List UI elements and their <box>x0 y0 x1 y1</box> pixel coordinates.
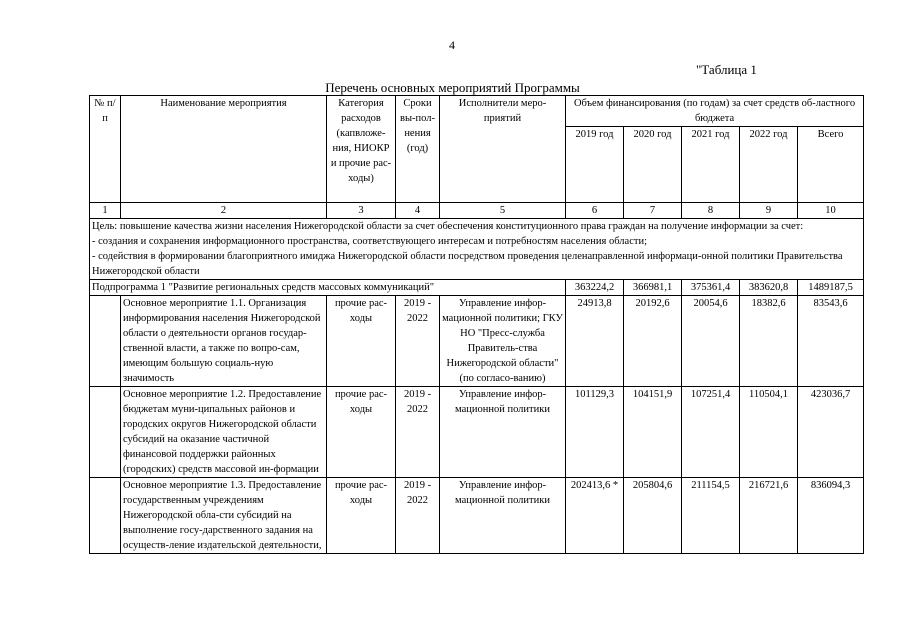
col-number: 5 <box>440 203 566 219</box>
subprogram-2019: 363224,2 <box>566 280 624 296</box>
header-year-2020: 2020 год <box>624 127 682 203</box>
col-number: 4 <box>396 203 440 219</box>
subprogram-2021: 375361,4 <box>682 280 740 296</box>
row-2020: 104151,9 <box>624 387 682 478</box>
row-2019: 101129,3 <box>566 387 624 478</box>
row-num <box>90 296 121 387</box>
header-row <box>90 96 864 127</box>
row-2020: 205804,6 <box>624 478 682 554</box>
row-2020: 20192,6 <box>624 296 682 387</box>
row-total: 836094,3 <box>798 478 864 554</box>
header-total: Всего <box>798 127 864 203</box>
row-2021: 211154,5 <box>682 478 740 554</box>
row-name: Основное мероприятие 1.2. Предоставление бюджетам муни-ципальных районов и городских округов Нижегородской области субсидий на оказание частичной финансовой поддержки районных (городских) средств массовой ин-формации <box>121 387 327 478</box>
subprogram-2022: 383620,8 <box>740 280 798 296</box>
header-year-2019: 2019 год <box>566 127 624 203</box>
row-terms: 2019 - 2022 <box>396 387 440 478</box>
header-executors: Исполнители меро-приятий <box>440 96 566 203</box>
subprogram-total: 1489187,5 <box>798 280 864 296</box>
table-row <box>90 478 864 554</box>
subprogram-name: Подпрограмма 1 "Развитие региональных средств массовых коммуникаций" <box>90 280 566 296</box>
column-numbers-row <box>90 203 864 219</box>
col-number: 2 <box>121 203 327 219</box>
goal-text: Цель: повышение качества жизни населения Нижегородской области за счет обеспечения конституционного права граждан на получение информации за счет: <box>92 221 804 232</box>
row-terms: 2019 - 2022 <box>396 478 440 554</box>
table-row <box>90 296 864 387</box>
activities-table <box>89 95 864 554</box>
col-number: 3 <box>327 203 396 219</box>
row-category: прочие рас-ходы <box>327 387 396 478</box>
col-number: 8 <box>682 203 740 219</box>
col-number: 6 <box>566 203 624 219</box>
row-2021: 107251,4 <box>682 387 740 478</box>
col-number: 1 <box>90 203 121 219</box>
row-name: Основное мероприятие 1.1. Организация информирования населения Нижегородской области о деятельности органов государ-ственной власти, а также по вопро-сам, имеющим большую социаль-ную значимость <box>121 296 327 387</box>
row-2022: 110504,1 <box>740 387 798 478</box>
goal-item: - содействия в формировании благоприятного имиджа Нижегородской области посредством проведения целенаправленной информаци-онной политики Правительства Нижегородской области <box>92 251 843 277</box>
header-category: Категория расходов (капвложе-ния, НИОКР и прочие рас-ходы) <box>327 96 396 203</box>
col-number: 9 <box>740 203 798 219</box>
row-executors: Управление инфор-мационной политики <box>440 387 566 478</box>
subprogram-2020: 366981,1 <box>624 280 682 296</box>
table-title: Перечень основных мероприятий Программы <box>325 80 580 95</box>
row-executors: Управление инфор-мационной политики; ГКУ НО "Пресс-служба Правитель-ства Нижегородской области" (по согласо-ванию) <box>440 296 566 387</box>
row-2019: 202413,6 * <box>566 478 624 554</box>
table-row <box>90 387 864 478</box>
header-num: № п/п <box>90 96 121 203</box>
col-number: 10 <box>798 203 864 219</box>
goal-cell <box>90 219 864 280</box>
row-2021: 20054,6 <box>682 296 740 387</box>
goal-row <box>90 219 864 280</box>
col-number: 7 <box>624 203 682 219</box>
goal-item: - создания и сохранения информационного пространства, соответствующего интересам и потребностям населения области; <box>92 236 647 247</box>
row-category: прочие рас-ходы <box>327 478 396 554</box>
header-year-2022: 2022 год <box>740 127 798 203</box>
header-name: Наименование мероприятия <box>121 96 327 203</box>
row-category: прочие рас-ходы <box>327 296 396 387</box>
row-num <box>90 387 121 478</box>
row-total: 423036,7 <box>798 387 864 478</box>
row-num <box>90 478 121 554</box>
row-terms: 2019 - 2022 <box>396 296 440 387</box>
table-label: "Таблица 1 <box>696 62 757 77</box>
header-year-2021: 2021 год <box>682 127 740 203</box>
subprogram-row <box>90 280 864 296</box>
header-terms: Сроки вы-пол-нения (год) <box>396 96 440 203</box>
page-number: 4 <box>449 38 455 52</box>
row-executors: Управление инфор-мационной политики <box>440 478 566 554</box>
row-2019: 24913,8 <box>566 296 624 387</box>
row-total: 83543,6 <box>798 296 864 387</box>
header-funding: Объем финансирования (по годам) за счет средств об-ластного бюджета <box>566 96 864 127</box>
row-name: Основное мероприятие 1.3. Предоставление государственным учреждениям Нижегородской обла-сти субсидий на выполнение госу-дарственного задания на осуществ-ление издательской деятельности, <box>121 478 327 554</box>
row-2022: 216721,6 <box>740 478 798 554</box>
row-2022: 18382,6 <box>740 296 798 387</box>
